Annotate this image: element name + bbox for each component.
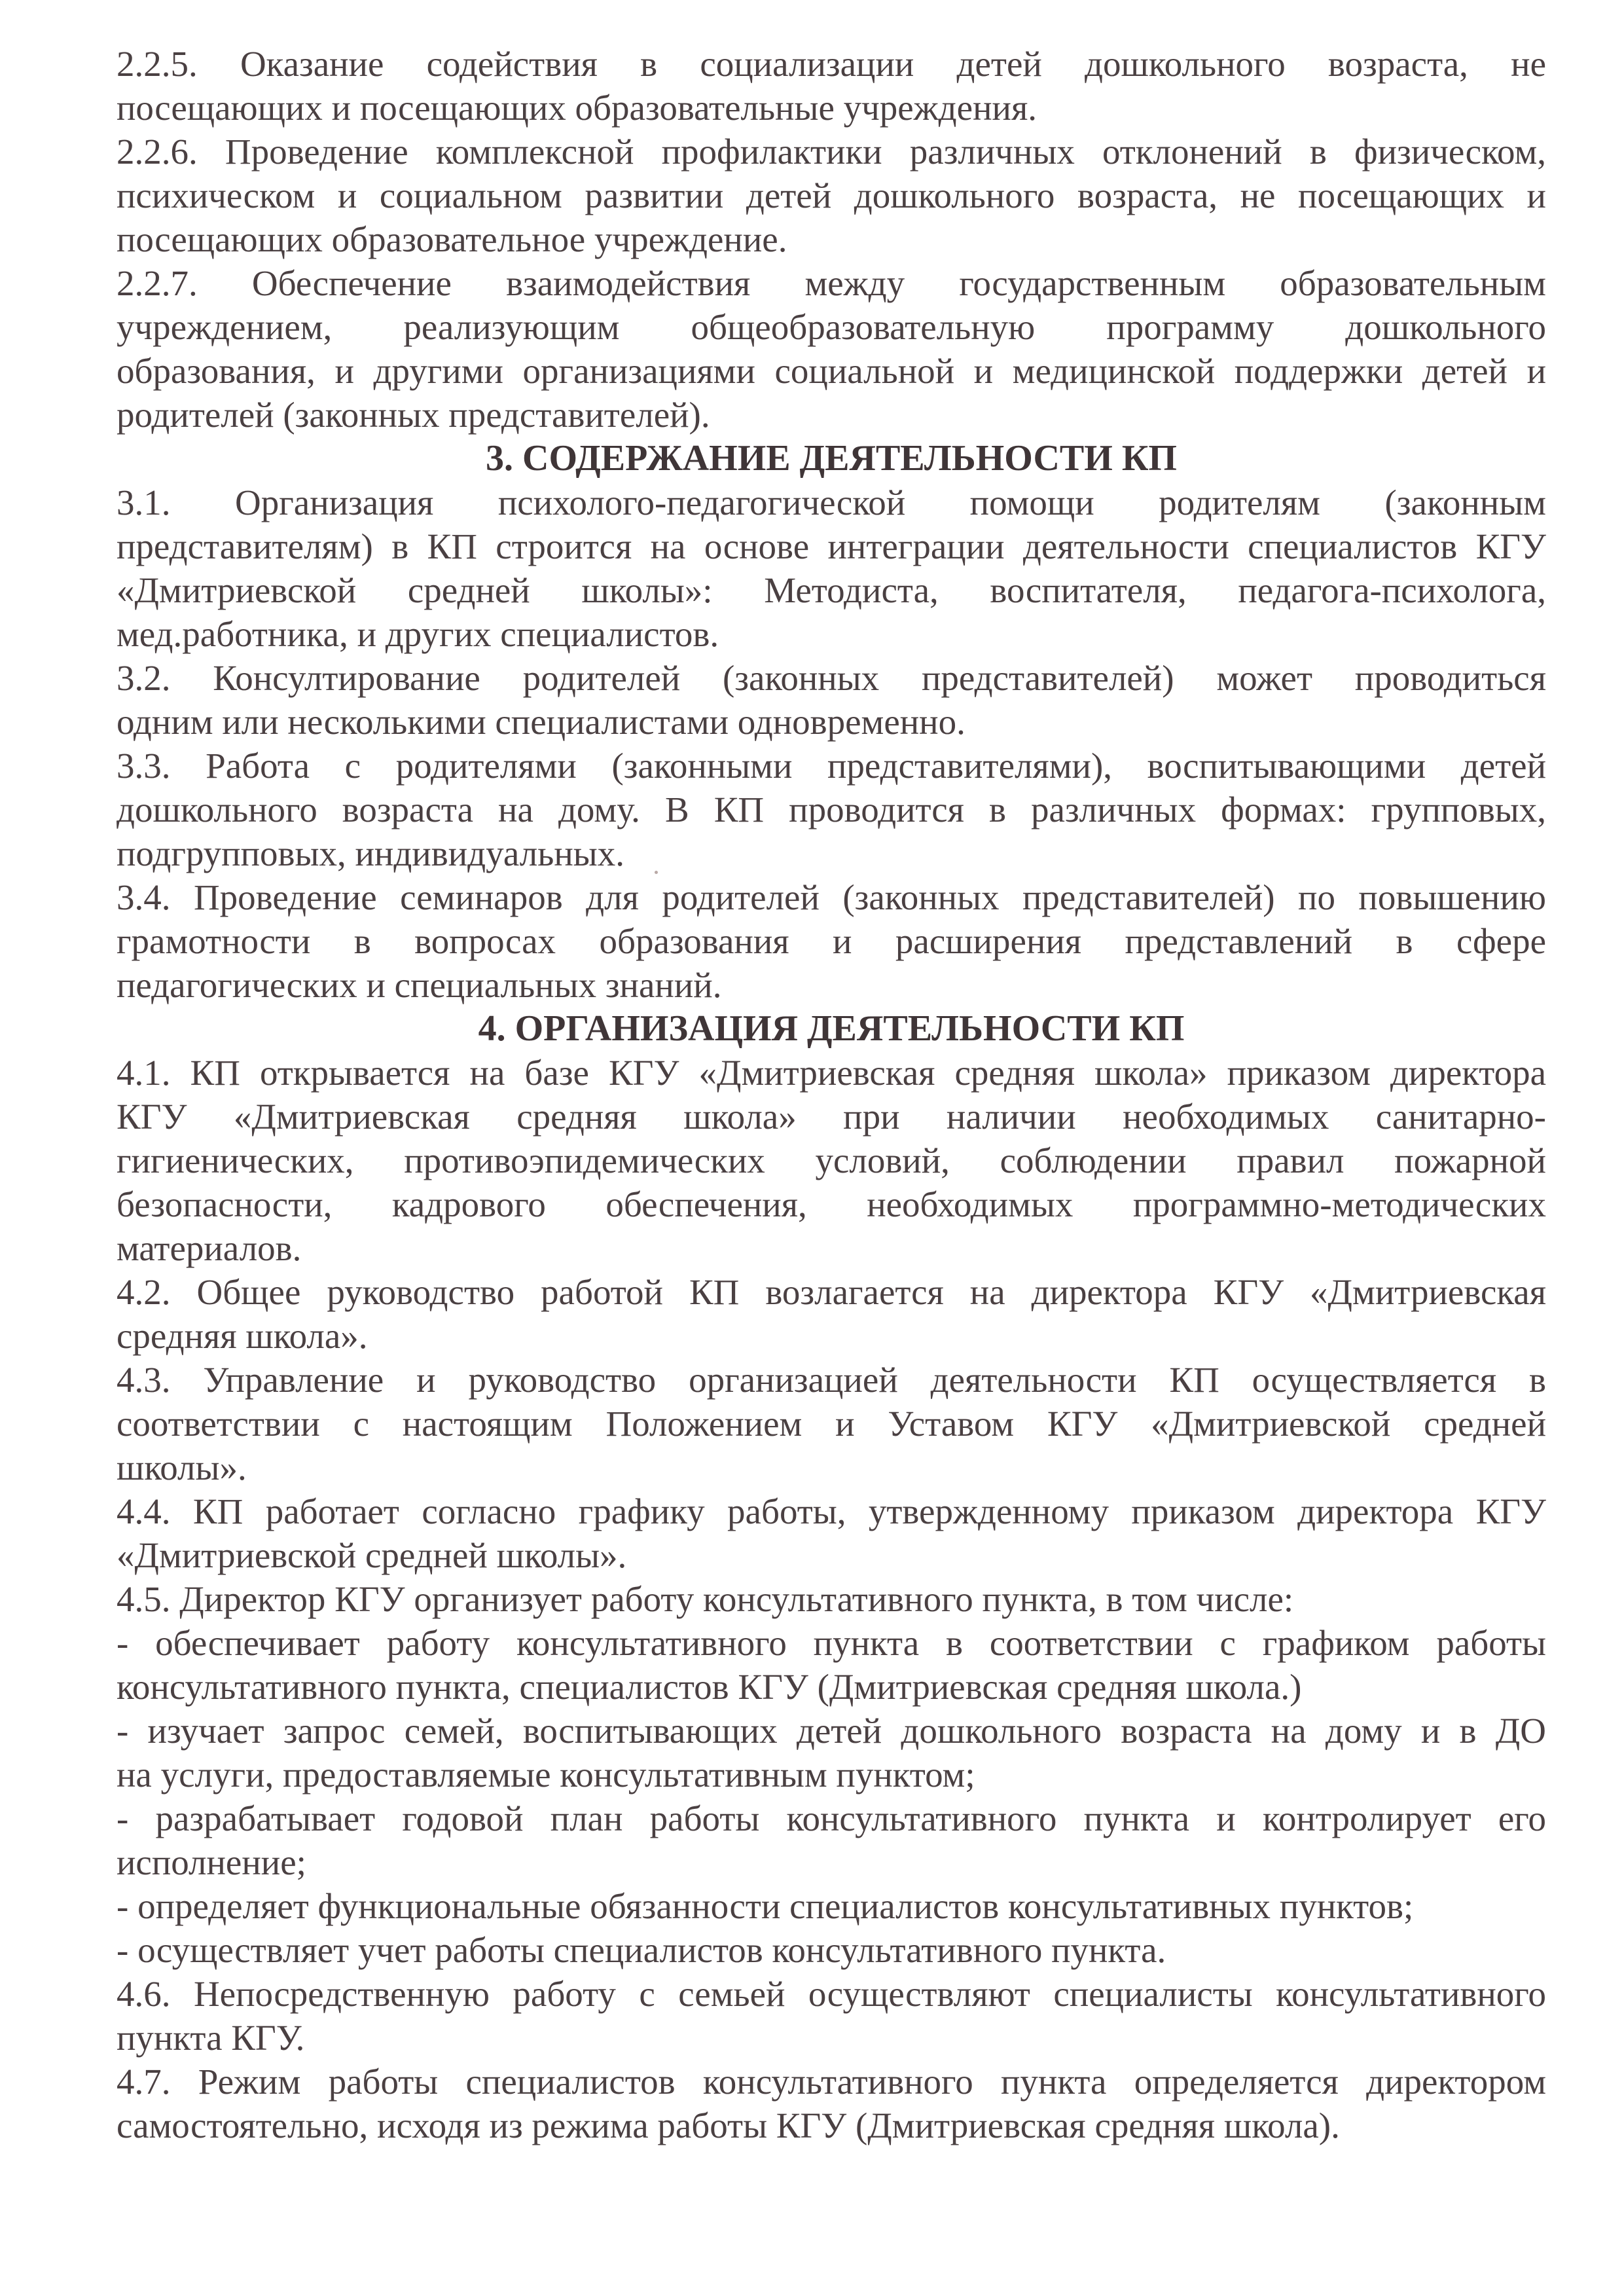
text-line: 2.2.7. Обеспечение взаимодействия между государственным образовательным [117, 263, 1546, 303]
text-line: «Дмитриевской средней школы»: Методиста, воспитателя, педагога-психолога, [117, 570, 1546, 610]
paragraph [117, 1709, 1546, 1796]
document-page [117, 42, 1546, 2147]
text-line: 2.2.6. Проведение комплексной профилактики различных отклонений в физическом, [117, 132, 1546, 172]
paragraph [117, 1270, 1546, 1358]
paragraph [117, 42, 1546, 130]
paragraph [117, 656, 1546, 744]
paragraph [117, 1796, 1546, 1884]
section-heading: 3. СОДЕРЖАНИЕ ДЕЯТЕЛЬНОСТИ КП [486, 438, 1177, 479]
text-line: психическом и социальном развитии детей дошкольного возраста, не посещающих и [117, 175, 1546, 215]
text-line: посещающих и посещающих образовательные учреждения. [117, 88, 1037, 128]
section-sec4 [117, 1007, 1546, 2147]
paragraph [117, 1489, 1546, 1577]
text-line: исполнение; [117, 1842, 306, 1882]
text-line: соответствии с настоящим Положением и Уставом КГУ «Дмитриевской средней [117, 1404, 1546, 1444]
text-line: - определяет функциональные обязанности специалистов консультативных пунктов; [117, 1886, 1414, 1926]
text-line: - разрабатывает годовой план работы консультативного пункта и контролирует его [117, 1798, 1546, 1838]
paragraph [117, 1621, 1546, 1709]
section-sec3 [117, 437, 1546, 1007]
text-line: 2.2.5. Оказание содействия в социализации детей дошкольного возраста, не [117, 44, 1546, 84]
scan-speck [655, 871, 658, 874]
text-line: подгрупповых, индивидуальных. [117, 833, 624, 873]
text-line: безопасности, кадрового обеспечения, необходимых программно-методических [117, 1184, 1546, 1224]
paragraph [117, 1577, 1546, 1621]
paragraph [117, 744, 1546, 875]
text-line: «Дмитриевской средней школы». [117, 1535, 627, 1575]
paragraph [117, 1358, 1546, 1489]
text-line: представителям) в КП строится на основе интеграции деятельности специалистов КГУ [117, 526, 1546, 566]
text-line: 3.4. Проведение семинаров для родителей (законных представителей) по повышению [117, 877, 1546, 917]
paragraph [117, 1928, 1546, 1972]
text-line: на услуги, предоставляемые консультативным пунктом; [117, 1755, 975, 1795]
text-line: 4.1. КП открывается на базе КГУ «Дмитриевская средняя школа» приказом директора [117, 1053, 1546, 1093]
text-line: консультативного пункта, специалистов КГУ (Дмитриевская средняя школа.) [117, 1667, 1302, 1707]
text-line: родителей (законных представителей). [117, 395, 710, 435]
paragraph [117, 875, 1546, 1007]
paragraph [117, 481, 1546, 656]
text-line: 4.6. Непосредственную работу с семьей осуществляют специалисты консультативного [117, 1974, 1546, 2014]
text-line: школы». [117, 1448, 247, 1487]
paragraph [117, 2060, 1546, 2147]
text-line: КГУ «Дмитриевская средняя школа» при наличии необходимых санитарно- [117, 1097, 1546, 1137]
text-line: - осуществляет учет работы специалистов консультативного пункта. [117, 1930, 1166, 1970]
text-line: - обеспечивает работу консультативного пункта в соответствии с графиком работы [117, 1623, 1546, 1663]
text-line: 3.3. Работа с родителями (законными представителями), воспитывающими детей [117, 746, 1546, 786]
text-line: посещающих образовательное учреждение. [117, 219, 787, 259]
text-line: 3.1. Организация психолого-педагогической помощи родителям (законным [117, 483, 1546, 522]
paragraph [117, 1972, 1546, 2060]
text-line: одним или несколькими специалистами одновременно. [117, 702, 965, 742]
text-line: 4.3. Управление и руководство организацией деятельности КП осуществляется в [117, 1360, 1546, 1400]
section-sec2_tail [117, 42, 1546, 437]
text-line: самостоятельно, исходя из режима работы КГУ (Дмитриевская средняя школа). [117, 2105, 1340, 2145]
text-line: 4.4. КП работает согласно графику работы, утвержденному приказом директора КГУ [117, 1491, 1546, 1531]
paragraph [117, 1051, 1546, 1270]
text-line: дошкольного возраста на дому. В КП проводится в различных формах: групповых, [117, 790, 1546, 829]
text-line: 4.5. Директор КГУ организует работу консультативного пункта, в том числе: [117, 1579, 1294, 1619]
paragraph [117, 1884, 1546, 1928]
text-line: педагогических и специальных знаний. [117, 965, 722, 1005]
text-line: 4.7. Режим работы специалистов консультативного пункта определяется директором [117, 2062, 1546, 2102]
text-line: образования, и другими организациями социальной и медицинской поддержки детей и [117, 351, 1546, 391]
text-line: пункта КГУ. [117, 2018, 305, 2058]
text-line: мед.работника, и других специалистов. [117, 614, 719, 654]
paragraph [117, 130, 1546, 261]
text-line: средняя школа». [117, 1316, 368, 1356]
text-line: - изучает запрос семей, воспитывающих детей дошкольного возраста на дому и в ДО [117, 1711, 1546, 1751]
text-line: гигиенических, противоэпидемических условий, соблюдении правил пожарной [117, 1140, 1546, 1180]
text-line: 4.2. Общее руководство работой КП возлагается на директора КГУ «Дмитриевская [117, 1272, 1546, 1312]
text-line: грамотности в вопросах образования и расширения представлений в сфере [117, 921, 1546, 961]
text-line: 3.2. Консултирование родителей (законных представителей) может проводиться [117, 658, 1546, 698]
text-line: материалов. [117, 1228, 302, 1268]
section-heading: 4. ОРГАНИЗАЦИЯ ДЕЯТЕЛЬНОСТИ КП [478, 1008, 1185, 1049]
text-line: учреждением, реализующим общеобразовательную программу дошкольного [117, 307, 1546, 347]
paragraph [117, 261, 1546, 437]
